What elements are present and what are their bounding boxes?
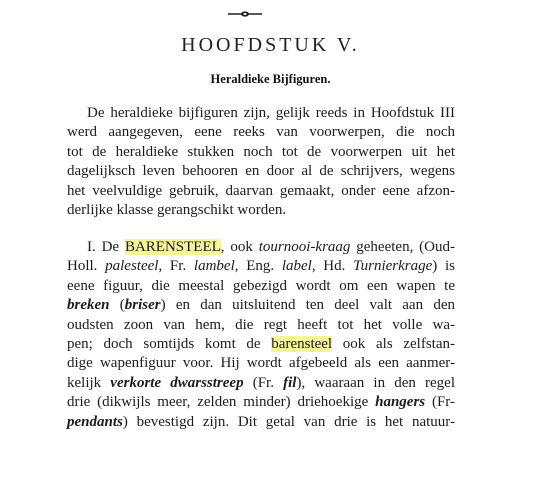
text-line: werd aangegeven, eene reeks van voorwerpen, die noch <box>67 124 455 141</box>
paragraph-intro <box>67 104 455 220</box>
text-line: I. De BARENSTEEL, ook tournooi-kraag geheeten, (Oud- <box>87 239 455 255</box>
text-line: oudsten zoon van hem, die regt heeft tot het volle wa- <box>67 316 455 333</box>
text-line: het veelvuldige gebruik, daarvan gemaakt, onder eene afzon- <box>67 182 455 199</box>
text-line: pen; doch somtijds komt de barensteel ook als zelfstan- <box>67 336 455 353</box>
text-line: pendants) bevestigd zijn. Dit getal van drie is het natuur- <box>67 413 455 430</box>
section-title: Heraldieke Bijfiguren. <box>210 72 331 86</box>
text-line: De heraldieke bijfiguren zijn, gelijk reeds in Hoofdstuk III <box>87 105 455 121</box>
highlighted-term: barensteel <box>271 336 333 353</box>
text-line: drie (dikwijls meer, zelden minder) driehoekige hangers (Fr- <box>67 394 456 411</box>
text-line: tot de heraldieke stukken noch tot de voorwerpen uit het <box>67 143 455 160</box>
text-line: dige wapenfiguur voor. Hij wordt afgebeeld als een aanmer- <box>67 355 455 372</box>
text-line: derlijke klasse gerangschikt worden. <box>67 202 287 219</box>
text-line: dagelijksch leven behooren en door al de schrijvers, wegens <box>67 163 455 180</box>
text-line: breken (briser) en dan uitsluitend ten deel valt aan den <box>67 297 455 314</box>
highlighted-term: BARENSTEEL <box>124 239 221 255</box>
paragraph-barensteel <box>67 238 455 432</box>
decorative-rule-ornament-icon <box>228 9 262 19</box>
chapter-title: HOOFDSTUK V. <box>181 34 360 56</box>
text-line: eene figuur, die meestal gebezigd wordt om een wapen te <box>67 277 455 294</box>
text-line: Holl. palesteel, Fr. lambel, Eng. label, Hd. Turnierkrage) is <box>67 258 455 275</box>
text-line: kelijk verkorte dwarsstreep (Fr. fil), waaraan in den regel <box>67 374 455 391</box>
